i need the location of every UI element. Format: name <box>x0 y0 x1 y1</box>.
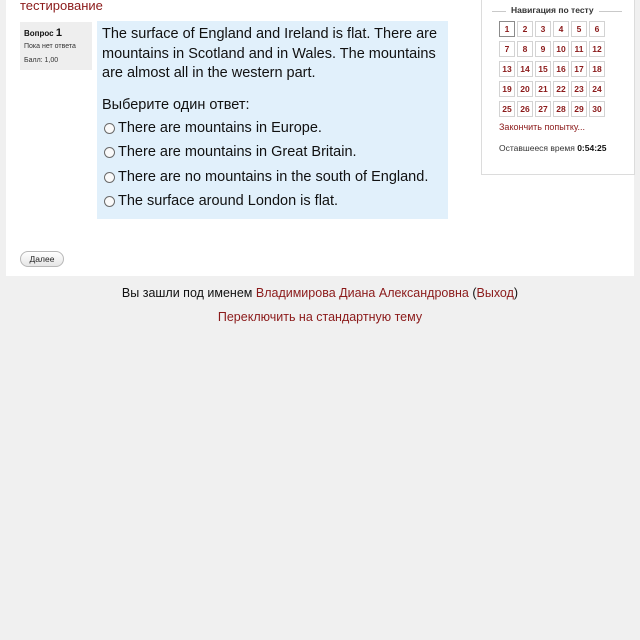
nav-page-2[interactable]: 2 <box>517 21 533 37</box>
nav-page-8[interactable]: 8 <box>517 41 533 57</box>
nav-page-6[interactable]: 6 <box>589 21 605 37</box>
answer-option-label: There are no mountains in the south of England. <box>118 169 429 185</box>
nav-page-5[interactable]: 5 <box>571 21 587 37</box>
time-value: 0:54:25 <box>577 143 607 153</box>
question-label: Вопрос <box>24 29 54 38</box>
nav-page-27[interactable]: 27 <box>535 101 551 117</box>
time-remaining <box>499 143 607 153</box>
nav-page-11[interactable]: 11 <box>571 41 587 57</box>
logout-wrapper: (Выход) <box>472 286 519 300</box>
nav-page-15[interactable]: 15 <box>535 61 551 77</box>
nav-page-24[interactable]: 24 <box>589 81 605 97</box>
login-info <box>0 286 640 300</box>
radio-button[interactable] <box>104 123 115 134</box>
question-info <box>20 22 92 70</box>
nav-page-25[interactable]: 25 <box>499 101 515 117</box>
switch-theme-link[interactable]: Переключить на стандартную тему <box>217 310 423 324</box>
nav-page-17[interactable]: 17 <box>571 61 587 77</box>
logout-link[interactable]: Выход <box>476 286 514 300</box>
nav-page-7[interactable]: 7 <box>499 41 515 57</box>
answer-option-4[interactable] <box>104 192 338 210</box>
nav-page-13[interactable]: 13 <box>499 61 515 77</box>
nav-page-10[interactable]: 10 <box>553 41 569 57</box>
question-text: The surface of England and Ireland is flat. There are mountains in Scotland and in Wales. The mountains are almost all in the western part. <box>102 26 438 81</box>
nav-page-9[interactable]: 9 <box>535 41 551 57</box>
radio-button[interactable] <box>104 172 115 183</box>
question-number-value: 1 <box>55 27 62 39</box>
next-button[interactable]: Далее <box>20 251 64 267</box>
question-status: Пока нет ответа <box>24 43 76 50</box>
answer-prompt: Выберите один ответ: <box>102 97 250 113</box>
login-prefix: Вы зашли под именем <box>121 286 253 300</box>
answer-option-2[interactable] <box>104 143 357 161</box>
answer-option-label: The surface around London is flat. <box>118 193 339 209</box>
radio-button[interactable] <box>104 147 115 158</box>
answer-option-label: There are mountains in Europe. <box>118 120 322 136</box>
nav-page-19[interactable]: 19 <box>499 81 515 97</box>
nav-page-4[interactable]: 4 <box>553 21 569 37</box>
answer-option-3[interactable] <box>104 168 428 186</box>
time-label: Оставшееся время <box>499 143 575 153</box>
answer-option-label: There are mountains in Great Britain. <box>118 144 357 160</box>
question-mark: Балл: 1,00 <box>24 57 59 64</box>
nav-page-18[interactable]: 18 <box>589 61 605 77</box>
question-number <box>24 27 62 39</box>
breadcrumb-link[interactable]: тестирование <box>20 0 103 13</box>
nav-page-30[interactable]: 30 <box>589 101 605 117</box>
nav-page-29[interactable]: 29 <box>571 101 587 117</box>
radio-button[interactable] <box>104 196 115 207</box>
nav-page-1[interactable]: 1 <box>499 21 515 37</box>
nav-page-26[interactable]: 26 <box>517 101 533 117</box>
nav-page-28[interactable]: 28 <box>553 101 569 117</box>
nav-page-21[interactable]: 21 <box>535 81 551 97</box>
quiz-navigation-block <box>481 0 635 175</box>
finish-attempt-link[interactable]: Закончить попытку... <box>499 122 585 132</box>
nav-page-14[interactable]: 14 <box>517 61 533 77</box>
answer-option-1[interactable] <box>104 119 322 137</box>
question-box <box>97 21 448 219</box>
nav-page-23[interactable]: 23 <box>571 81 587 97</box>
nav-page-22[interactable]: 22 <box>553 81 569 97</box>
nav-page-20[interactable]: 20 <box>517 81 533 97</box>
nav-page-3[interactable]: 3 <box>535 21 551 37</box>
user-profile-link[interactable]: Владимирова Диана Александровна <box>255 286 469 300</box>
nav-page-12[interactable]: 12 <box>589 41 605 57</box>
nav-title: Навигация по тесту <box>506 5 599 15</box>
nav-page-16[interactable]: 16 <box>553 61 569 77</box>
